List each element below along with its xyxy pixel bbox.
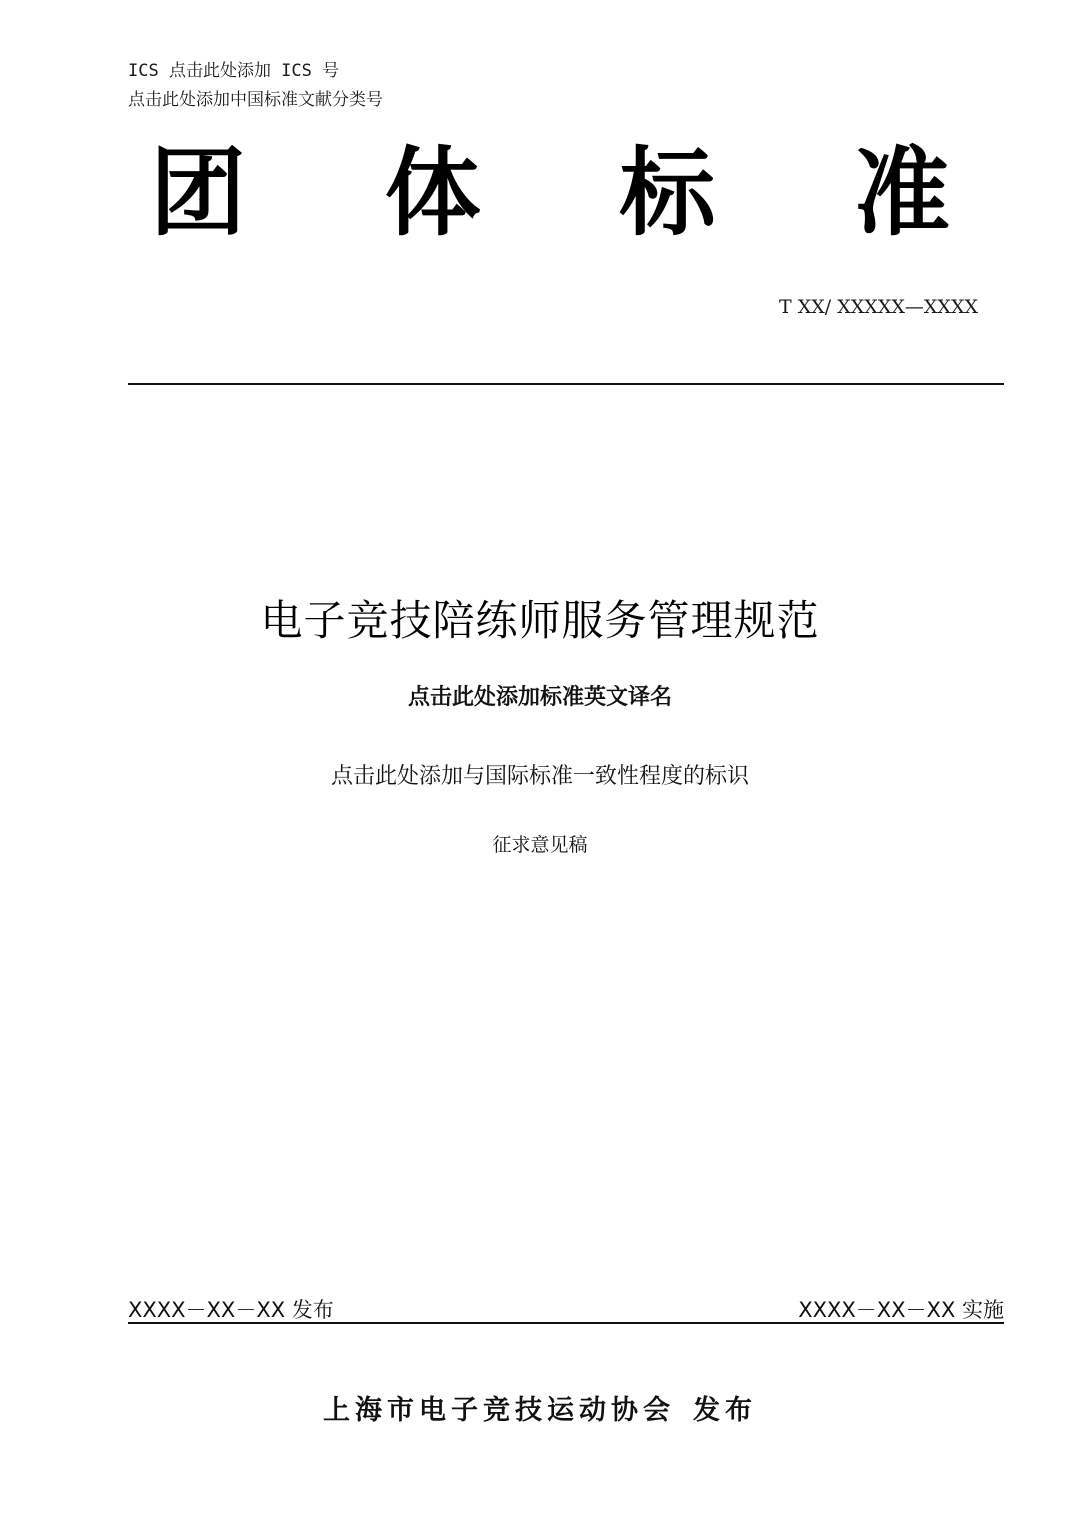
heading-char-1: 团 [150, 136, 246, 249]
heading-char-2: 体 [384, 136, 481, 249]
ccs-classification-field[interactable]: 点击此处添加中国标准文献分类号 [128, 90, 383, 110]
top-divider [128, 383, 1004, 385]
consistency-level-field[interactable]: 点击此处添加与国际标准一致性程度的标识 [330, 764, 749, 789]
implement-date: XXXX－XX－XX 实施 [798, 1298, 1004, 1322]
ics-number-field[interactable]: ICS 点击此处添加 ICS 号 [128, 61, 340, 81]
publish-date: XXXX－XX－XX 发布 [128, 1298, 334, 1322]
heading-char-3: 标 [619, 136, 716, 249]
english-name-field[interactable]: 点击此处添加标准英文译名 [407, 685, 672, 710]
bottom-divider [128, 1322, 1004, 1324]
heading-char-4: 准 [853, 136, 950, 249]
publisher-line [0, 1388, 1080, 1427]
publisher-name: 上海市电子竞技运动协会 [323, 1395, 675, 1426]
document-title: 电子竞技陪练师服务管理规范 [260, 596, 820, 645]
publisher-suffix: 发布 [693, 1395, 757, 1426]
standard-type-heading [150, 138, 950, 248]
draft-status-label: 征求意见稿 [492, 834, 588, 856]
standard-code: T XX/ XXXXX—XXXX [779, 296, 978, 318]
